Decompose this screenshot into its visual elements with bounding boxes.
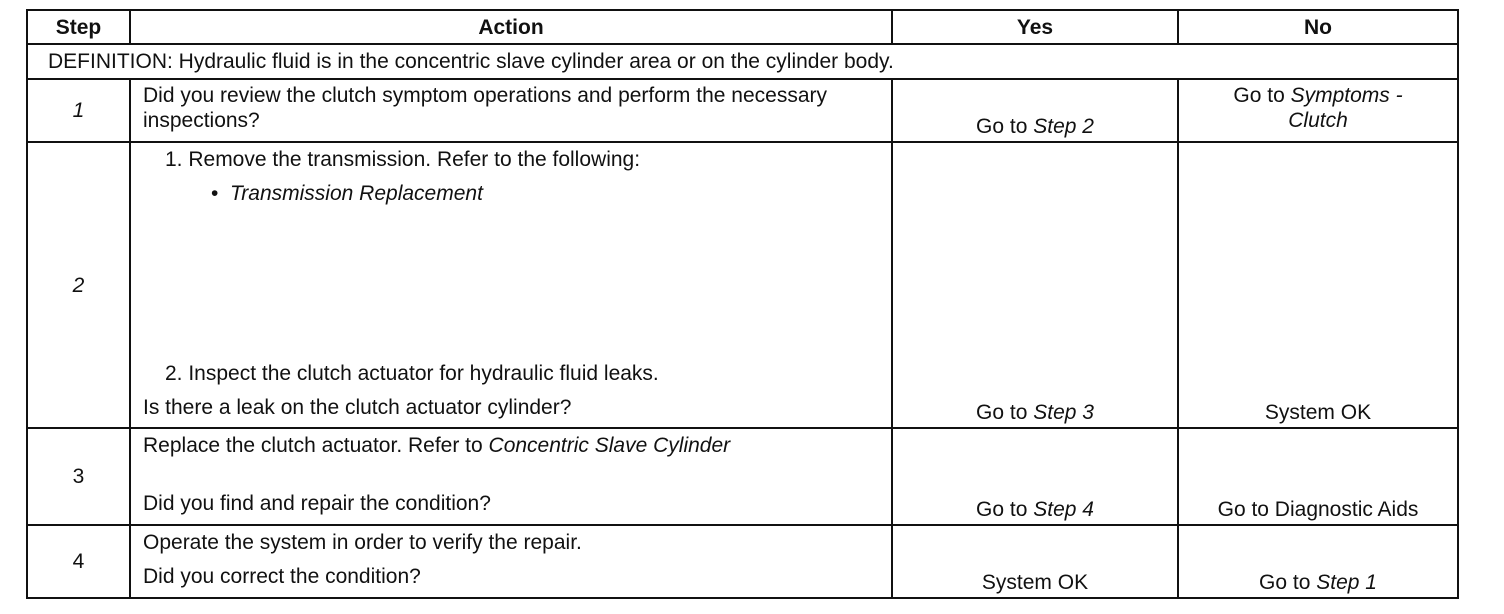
no-symptoms-link[interactable]: Symptoms -	[1290, 84, 1403, 107]
question-text: Did you correct the condition?	[143, 565, 421, 588]
no-cell: System OK	[1178, 142, 1458, 428]
substep-2: 2. Inspect the clutch actuator for hydraulic fluid leaks.	[165, 362, 659, 385]
no-cell	[1178, 525, 1458, 598]
yes-cell	[892, 79, 1178, 142]
no-symptoms-link-cont[interactable]: Clutch	[1288, 109, 1348, 132]
yes-cell	[892, 142, 1178, 428]
header-yes: Yes	[892, 10, 1178, 44]
diagnostic-table	[26, 9, 1459, 599]
yes-step-link[interactable]: Step 2	[1033, 115, 1094, 138]
header-row	[27, 10, 1458, 44]
transmission-replacement-link[interactable]: Transmission Replacement	[230, 182, 483, 205]
action-cell	[130, 525, 892, 598]
no-cell	[1178, 79, 1458, 142]
action-prefix: Replace the clutch actuator. Refer to	[143, 434, 489, 457]
yes-prefix: Go to	[976, 115, 1034, 138]
header-action: Action	[130, 10, 892, 44]
definition-row	[27, 44, 1458, 79]
question-text: Did you find and repair the condition?	[143, 492, 491, 515]
table-row	[27, 525, 1458, 598]
header-step: Step	[27, 10, 130, 44]
question-text: Is there a leak on the clutch actuator cylinder?	[143, 396, 572, 419]
no-prefix: Go to	[1259, 571, 1317, 594]
step-number: 2	[27, 142, 130, 428]
action-cell	[130, 428, 892, 525]
table-row	[27, 79, 1458, 142]
action-text: Operate the system in order to verify the repair.	[143, 531, 582, 554]
table-row	[27, 142, 1458, 428]
yes-cell: System OK	[892, 525, 1178, 598]
yes-step-link[interactable]: Step 3	[1033, 401, 1094, 424]
definition-text: DEFINITION: Hydraulic fluid is in the concentric slave cylinder area or on the cylinder body.	[27, 44, 1458, 79]
substep-1: 1. Remove the transmission. Refer to the following:	[165, 148, 641, 171]
table-row	[27, 428, 1458, 525]
no-prefix: Go to	[1233, 84, 1291, 107]
action-text: Did you review the clutch symptom operations and perform the necessary inspections?	[130, 79, 892, 142]
yes-prefix: Go to	[976, 498, 1034, 521]
bullet-item: • Transmission Replacement	[211, 182, 483, 205]
yes-step-link[interactable]: Step 4	[1033, 498, 1094, 521]
concentric-slave-cylinder-link[interactable]: Concentric Slave Cylinder	[488, 434, 731, 457]
yes-cell	[892, 428, 1178, 525]
step-number: 3	[27, 428, 130, 525]
action-cell	[130, 142, 892, 428]
no-cell[interactable]: Go to Diagnostic Aids	[1178, 428, 1458, 525]
header-no: No	[1178, 10, 1458, 44]
yes-prefix: Go to	[976, 401, 1034, 424]
step-number: 1	[27, 79, 130, 142]
action-text	[143, 433, 730, 458]
step-number: 4	[27, 525, 130, 598]
no-step-link[interactable]: Step 1	[1316, 571, 1377, 594]
